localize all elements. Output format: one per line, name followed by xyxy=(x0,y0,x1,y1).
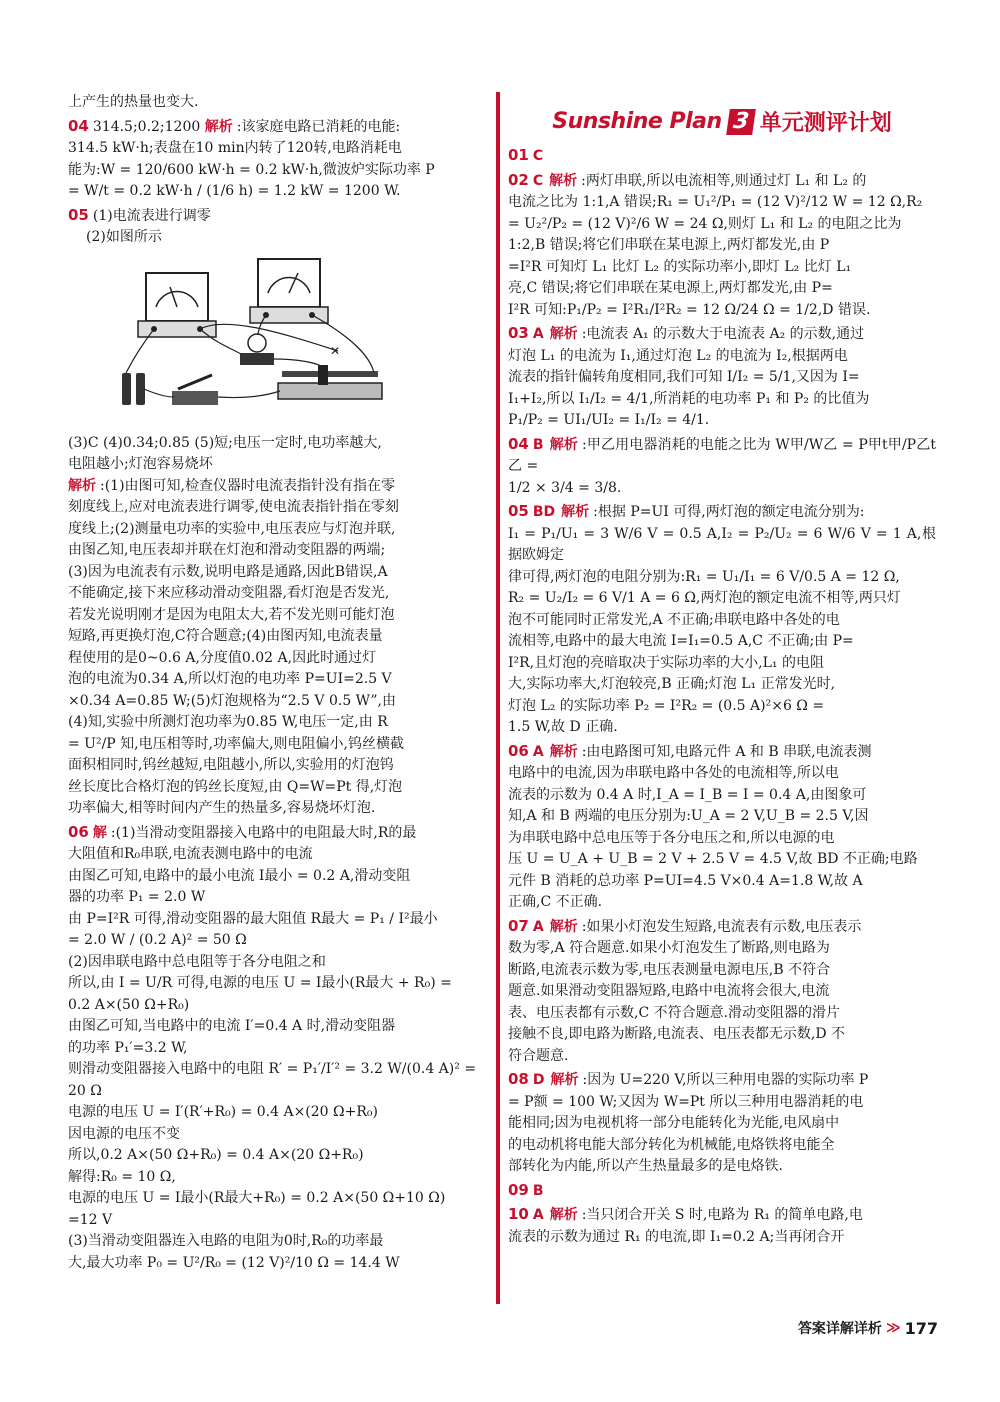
analysis-tag: 解析 xyxy=(561,504,590,520)
analysis-line: 知,A 和 B 两端的电压分别为:U_A = 2 V,U_B = 2.5 V,因 xyxy=(508,808,869,824)
solution-line: (3)当滑动变阻器连入电路的电阻为0时,R₀的功率最 xyxy=(68,1233,384,1249)
analysis-line: :由电路图可知,电路元件 A 和 B 串联,电流表测 xyxy=(581,743,872,760)
solution-line: 的功率 P₁′=3.2 W, xyxy=(68,1039,188,1056)
analysis-line: 程使用的是0~0.6 A,分度值0.02 A,因此时通过灯 xyxy=(68,649,377,666)
question-05 xyxy=(508,501,936,739)
choice-answer: C xyxy=(532,172,544,189)
analysis-line: = U₂²/P₂ = (12 V)²/6 W = 24 Ω,则灯 L₁ 和 L₂ 的电阻之比为 xyxy=(508,215,902,232)
analysis-line: 元件 B 消耗的总功率 P=UI=4.5 V×0.4 A=1.8 W,故 A xyxy=(508,872,863,889)
analysis-line: 电路中的电流,因为串联电路中各处的电流相等,所以电 xyxy=(508,765,839,781)
choice-answer: D xyxy=(532,1072,545,1088)
solution-line: 大,最大功率 P₀ = U²/R₀ = (12 V)²/10 Ω = 14.4 W xyxy=(68,1254,400,1271)
question-number: 04 xyxy=(68,116,89,135)
question-04 xyxy=(68,116,490,203)
analysis-line: 正确,C 不正确. xyxy=(508,894,603,910)
analysis-line: 灯泡 L₁ 的电流为 I₁,通过灯泡 L₂ 的电流为 I₂,根据两电 xyxy=(508,347,848,364)
bulb-icon xyxy=(240,334,274,365)
question-10 xyxy=(508,1204,936,1248)
analysis-line: 面积相同时,钨丝越短,电阻越小,所以,实验用的灯泡钨 xyxy=(68,757,394,773)
solution-line: 则滑动变阻器接入电路中的电阻 R′ = P₁′/I′² = 3.2 W/(0.4 A)² = xyxy=(68,1061,477,1077)
answer-part-1: (1)电流表进行调零 xyxy=(92,207,211,224)
question-06 xyxy=(508,741,936,914)
analysis-line: 能为:W = 120/600 kW·h = 0.2 kW·h,微波炉实际功率 P xyxy=(68,161,435,178)
continued-line: 上产生的热量也变大. xyxy=(68,94,199,110)
page-number: 177 xyxy=(904,1318,938,1338)
analysis-line: 接触不良,即电路为断路,电流表、电压表都无示数,D 不 xyxy=(508,1026,846,1042)
choice-answer: A xyxy=(532,326,544,342)
analysis-line: :两灯串联,所以电流相等,则通过灯 L₁ 和 L₂ 的 xyxy=(581,172,867,189)
question-number: 03 xyxy=(508,324,529,342)
solution-line: 由图乙可知,当电路中的电流 I′=0.4 A 时,滑动变阻器 xyxy=(68,1018,396,1034)
analysis-line: 电流之比为 1:1,A 错误;R₁ = U₁²/P₁ = (12 V)²/12 W = 12 Ω,R₂ xyxy=(508,194,923,210)
analysis-line: 灯泡 L₂ 的实际功率 P₂ = I²R₂ = (0.5 A)²×6 Ω = xyxy=(508,697,825,714)
answer-text: 314.5;0.2;1200 xyxy=(92,118,201,135)
analysis-line: = W/t = 0.2 kW·h / (1/6 h) = 1.2 kW = 1200 W. xyxy=(68,183,401,199)
analysis-line: 不能确定,接下来应移动滑动变阻器,看灯泡是否发光, xyxy=(68,585,390,601)
question-number: 06 xyxy=(68,822,89,841)
solution-line: 因电源的电压不变 xyxy=(68,1125,180,1142)
question-number: 10 xyxy=(508,1205,529,1223)
analysis-tag: 解析 xyxy=(549,436,578,453)
choice-answer: B xyxy=(532,1182,544,1199)
solution-line: :(1)当滑动变阻器接入电路中的电阻最大时,R的最 xyxy=(110,824,417,841)
analysis-tag: 解析 xyxy=(68,477,96,494)
solution-line: 20 Ω xyxy=(68,1082,102,1099)
analysis-tag: 解析 xyxy=(549,1207,578,1223)
analysis-line: :根据 P=UI 可得,两灯泡的额定电流分别为: xyxy=(593,504,865,520)
question-number: 05 xyxy=(68,205,89,224)
answer-part-2: (2)如图所示 xyxy=(86,229,162,245)
choice-answer: A xyxy=(532,1207,544,1223)
analysis-line: 律可得,两灯泡的电阻分别为:R₁ = U₁/I₁ = 6 V/0.5 A = 12 Ω, xyxy=(508,568,900,585)
choice-answer: C xyxy=(532,148,544,164)
analysis-line: 1:2,B 错误;将它们串联在某电源上,两灯都发光,由 P xyxy=(508,237,830,253)
solution-line: 电源的电压 U = I′(R′+R₀) = 0.4 A×(20 Ω+R₀) xyxy=(68,1104,378,1120)
analysis-line: = U²/P 知,电压相等时,功率偏大,则电阻偏小,钨丝横截 xyxy=(68,735,404,752)
analysis-line: P₁/P₂ = UI₁/UI₂ = I₁/I₂ = 4/1. xyxy=(508,412,710,428)
question-02 xyxy=(508,170,936,322)
svg-text:✕: ✕ xyxy=(330,343,341,358)
analysis-line: 流相等,电路中的最大电流 I=I₁=0.5 A,C 不正确;由 P= xyxy=(508,633,854,649)
ammeter-icon xyxy=(250,259,328,323)
analysis-tag: 解析 xyxy=(550,1072,579,1088)
answer-part-4: 电阻越小;灯泡容易烧坏 xyxy=(68,456,213,472)
question-number: 09 xyxy=(508,1180,529,1199)
analysis-line: 短路,再更换灯泡,C符合题意;(4)由图丙知,电流表量 xyxy=(68,628,383,644)
question-number: 08 xyxy=(508,1070,529,1088)
question-03 xyxy=(508,323,936,432)
analysis-line: I₁+I₂,所以 I₁/I₂ = 4/1,所消耗的电功率 P₁ 和 P₂ 的比值为 xyxy=(508,390,870,407)
analysis-line: 部转化为内能,所以产生热量最多的是电烙铁. xyxy=(508,1158,783,1174)
analysis-line: 断路,电流表示数为零,电压表测量电源电压,B 不符合 xyxy=(508,961,831,978)
analysis-line: :因为 U=220 V,所以三种用电器的实际功率 P xyxy=(582,1072,869,1088)
switch-icon xyxy=(172,375,218,405)
solution-line: (2)因串联电路中总电阻等于各分电阻之和 xyxy=(68,953,326,970)
analysis-line: 压 U = U_A + U_B = 2 V + 2.5 V = 4.5 V,故 BD 不正确;电路 xyxy=(508,851,918,867)
analysis-line: R₂ = U₂/I₂ = 6 V/1 A = 6 Ω,两灯泡的额定电流不相等,两只灯 xyxy=(508,590,901,606)
analysis-line: 泡的电流为0.34 A,所以灯泡的电功率 P=UI=2.5 V xyxy=(68,671,392,687)
analysis-line: 流表的示数为通过 R₁ 的电流,即 I₁=0.2 A;当再闭合开 xyxy=(508,1228,845,1245)
analysis-line: 314.5 kW·h;表盘在10 min内转了120转,电路消耗电 xyxy=(68,140,402,156)
solution-line: 所以,0.2 A×(50 Ω+R₀) = 0.4 A×(20 Ω+R₀) xyxy=(68,1147,364,1163)
solution-line: 所以,由 I = U/R 可得,电源的电压 U = I最小(R最大 + R₀) = xyxy=(68,975,452,991)
analysis-line: 为串联电路中总电压等于各分电压之和,所以电源的电 xyxy=(508,829,835,846)
question-09 xyxy=(508,1180,936,1203)
solution-line: 0.2 A×(50 Ω+R₀) xyxy=(68,996,190,1013)
page-footer xyxy=(798,1318,938,1338)
choice-answer: BD xyxy=(532,504,556,520)
question-number: 04 xyxy=(508,434,529,453)
solution-line: 由图乙可知,电路中的最小电流 I最小 = 0.2 A,滑动变阻 xyxy=(68,867,411,884)
analysis-line: I²R,且灯泡的亮暗取决于实际功率的大小,L₁ 的电阻 xyxy=(508,654,824,671)
analysis-line: :(1)由图可知,检查仪器时电流表指针没有指在零 xyxy=(100,477,395,494)
question-number: 05 xyxy=(508,502,529,520)
analysis-line: 表、电压表都有示数,C 不符合题意.滑动变阻器的滑片 xyxy=(508,1004,841,1021)
question-05 xyxy=(68,205,490,820)
rheostat-icon xyxy=(278,365,382,399)
analysis-line: 流表的指针偏转角度相同,我们可知 I/I₂ = 5/1,又因为 I= xyxy=(508,369,860,385)
solution-line: 大阻值和R₀串联,电流表测电路中的电流 xyxy=(68,846,313,862)
battery-icon xyxy=(122,373,145,405)
right-column xyxy=(508,92,936,1250)
analysis-line: 的电动机将电能大部分转化为机械能,电烙铁将电能全 xyxy=(508,1136,835,1153)
question-number: 01 xyxy=(508,146,529,164)
solution-line: 由 P=I²R 可得,滑动变阻器的最大阻值 R最大 = P₁ / I²最小 xyxy=(68,910,438,927)
question-06 xyxy=(68,822,490,1275)
analysis-line: =I²R 可知灯 L₁ 比灯 L₂ 的实际功率小,即灯 L₂ 比灯 L₁ xyxy=(508,258,852,275)
analysis-line: 由图乙知,电压表却并联在灯泡和滑动变阻器的两端; xyxy=(68,542,386,558)
analysis-line: 泡不可能同时正常发光,A 不正确;串联电路中各处的电 xyxy=(508,611,840,628)
solution-line: = 2.0 W / (0.2 A)² = 50 Ω xyxy=(68,932,247,948)
question-number: 02 xyxy=(508,170,529,189)
question-01 xyxy=(508,145,936,168)
choice-answer: A xyxy=(532,743,544,760)
analysis-line: 数为零,A 符合题意.如果小灯泡发生了断路,则电路为 xyxy=(508,940,830,956)
analysis-tag: 解析 xyxy=(549,326,578,342)
analysis-line: :该家庭电路已消耗的电能: xyxy=(236,118,401,135)
analysis-line: 度线上;(2)测量电功率的实验中,电压表应与灯泡并联, xyxy=(68,520,396,537)
analysis-line: :当只闭合开关 S 时,电路为 R₁ 的简单电路,电 xyxy=(581,1207,863,1223)
question-number: 06 xyxy=(508,741,529,760)
analysis-line: 题意.如果滑动变阻器短路,电路中电流将会很大,电流 xyxy=(508,983,830,999)
analysis-tag: 解析 xyxy=(549,918,578,935)
left-column xyxy=(68,92,490,1276)
analysis-line: 流表的示数为 0.4 A 时,I_A = I_B = I = 0.4 A,由图象可 xyxy=(508,786,867,803)
solution-line: 电源的电压 U = I最小(R最大+R₀) = 0.2 A×(50 Ω+10 Ω) xyxy=(68,1190,446,1206)
analysis-line: 刻度线上,应对电流表进行调零,使电流表指针指在零刻 xyxy=(68,499,399,515)
analysis-line: 符合题意. xyxy=(508,1047,569,1064)
analysis-line: = P额 = 100 W;又因为 W=Pt 所以三种用电器消耗的电 xyxy=(508,1093,864,1110)
analysis-line: 1/2 × 3/4 = 3/8. xyxy=(508,479,622,496)
analysis-line: I²R 可知:P₁/P₂ = I²R₁/I²R₂ = 12 Ω/24 Ω = 1/2,D 错误. xyxy=(508,301,871,318)
footer-label: 答案详解详析 xyxy=(797,1321,882,1337)
choice-answer: A xyxy=(532,918,544,935)
choice-answer: B xyxy=(532,436,544,453)
analysis-line: :甲乙用电器消耗的电能之比为 W甲/W乙 = P甲t甲/P乙t乙 = xyxy=(508,436,936,474)
analysis-line: (4)知,实验中所测灯泡功率为0.85 W,电压一定,由 R xyxy=(68,714,388,730)
analysis-line: 功率偏大,相等时间内产生的热量多,容易烧坏灯泡. xyxy=(68,800,376,816)
question-number: 07 xyxy=(508,916,529,935)
analysis-line: 亮,C 错误;将它们串联在某电源上,两灯都发光,由 P= xyxy=(508,280,833,296)
circuit-diagram xyxy=(108,255,398,425)
question-07 xyxy=(508,916,936,1068)
column-divider xyxy=(496,92,500,1304)
question-08 xyxy=(508,1069,936,1178)
analysis-line: 若发光说明刚才是因为电阻太大,若不发光则可能灯泡 xyxy=(68,606,395,623)
analysis-line: (3)因为电流表有示数,说明电路是通路,因此B错误,A xyxy=(68,563,388,580)
analysis-line: 1.5 W,故 D 正确. xyxy=(508,719,618,735)
solution-tag: 解 xyxy=(92,824,107,841)
analysis-tag: 解析 xyxy=(549,743,578,760)
solution-line: =12 V xyxy=(68,1211,113,1228)
header-english: Sunshine Plan xyxy=(552,109,722,134)
question-04 xyxy=(508,434,936,500)
solution-line: 解得:R₀ = 10 Ω, xyxy=(68,1168,176,1185)
analysis-line: I₁ = P₁/U₁ = 3 W/6 V = 0.5 A,I₂ = P₂/U₂ = 6 W/6 V = 1 A,根据欧姆定 xyxy=(508,525,936,563)
header-number-badge: 3 xyxy=(726,109,756,135)
double-chevron-icon: ≫ xyxy=(885,1320,901,1336)
analysis-line: ×0.34 A=0.85 W;(5)灯泡规格为“2.5 V 0.5 W”,由 xyxy=(68,692,396,709)
analysis-line: 能相同;因为电视机将一部分电能转化为光能,电风扇中 xyxy=(508,1115,840,1131)
answer-part-3: (3)C (4)0.34;0.85 (5)短;电压一定时,电功率越大, xyxy=(68,434,382,451)
analysis-tag: 解析 xyxy=(549,172,578,189)
analysis-line: :如果小灯泡发生短路,电流表有示数,电压表示 xyxy=(581,918,862,935)
analysis-tag: 解析 xyxy=(204,118,233,135)
analysis-line: 大,实际功率大,灯泡较亮,B 正确;灯泡 L₁ 正常发光时, xyxy=(508,676,836,692)
solution-line: 器的功率 P₁ = 2.0 W xyxy=(68,889,206,905)
analysis-line: 丝长度比合格灯泡的钨丝长度短,由 Q=W=Pt 得,灯泡 xyxy=(68,778,403,795)
header-chinese: 单元测评计划 xyxy=(759,111,892,136)
unit-test-header xyxy=(508,106,936,137)
analysis-line: :电流表 A₁ 的示数大于电流表 A₂ 的示数,通过 xyxy=(581,326,865,342)
